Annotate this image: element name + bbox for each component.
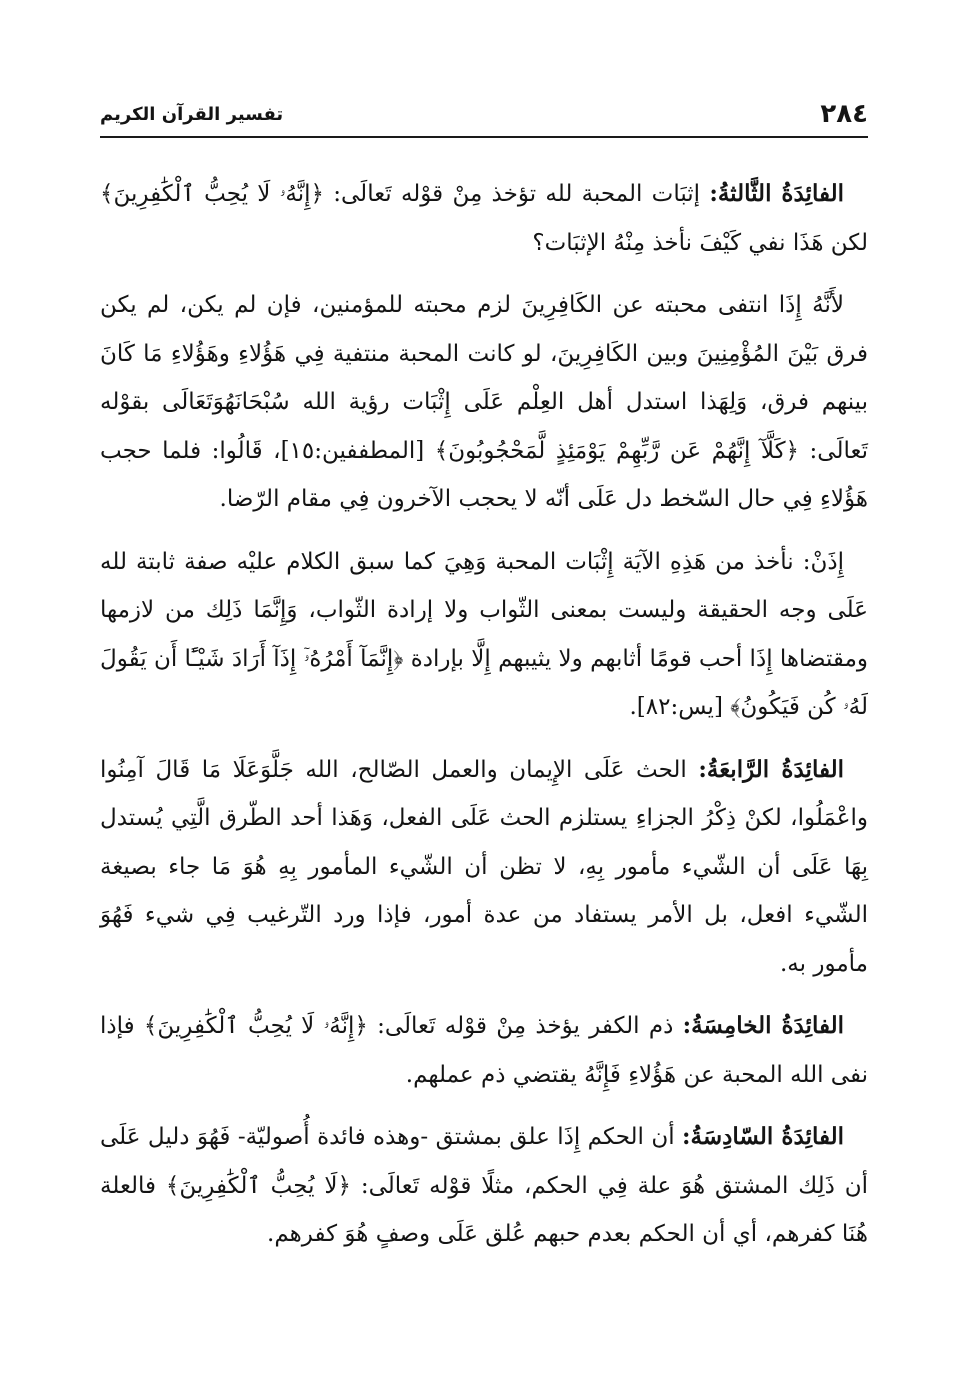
paragraph-heading: الفائِدَةُ السّادِسَةُ: — [682, 1123, 844, 1150]
paragraph-conclusion — [100, 538, 868, 732]
paragraph-text: إِذَنْ: نأخذ من هَذِهِ الآيَة إِثْبَات المحبة وَهِيَ كما سبق الكلام عليْه صفة ثابتة لله عَلَى وجه الحقيقة وليست بمعنى الثّواب ولا إرادة الثّواب، وَإِنَّمَا ذَلِك من لازمها ومقتضاها إِذَا أحب قومًا أثابهم ولا يثيبهم إِلَّا بإرادة ﴿إِنَّمَآ أَمْرُهُۥٓ إِذَآ أَرَادَ شَيْـًٔا أَن يَقُولَ لَهُۥ كُن فَيَكُونُ﴾ [يس:٨٢]. — [100, 548, 868, 720]
paragraph-benefit-five — [100, 1002, 868, 1099]
page-number: ٢٨٤ — [820, 99, 868, 129]
page-header — [100, 96, 868, 136]
paragraph-benefit-six — [100, 1113, 868, 1259]
paragraph-text: الحث عَلَى الإِيمان والعمل الصّالح، الله جَلَّوَعَلَا مَا قَالَ آمِنُوا واعْمَلُوا، لكنْ ذِكْرُ الجزاءِ يستلزم الحث عَلَى الفعل، وَهَذا أحد الطّرق الَّتِي يُستدل بِهَا عَلَى أن الشّيء مأمور بِهِ، لا تظن أن الشّيء المأمور بِهِ هُوَ مَا جاء بصيغة الشّيء افعل، بل الأمر يستفاد من عدة أمور، فإذا ورد التّرغيب فِي شيء فَهُوَ مأمور به. — [100, 756, 868, 977]
page-body — [100, 170, 868, 1273]
paragraph-text: أن الحكم إِذَا علق بمشتق -وهذه فائدة أُصوليّة- فَهُوَ دليل عَلَى أن ذَلِك المشتق هُوَ علة فِي الحكم، مثلًا قوْله تَعالَى: ﴿لَا يُحِبُّ ٱلْكَٰفِرِينَ﴾ فالعلة هُنَا كفرهم، أي أن الحكم بعدم حبهم عُلق عَلَى وصفٍ هُوَ كفرهم. — [100, 1124, 868, 1247]
header-divider — [100, 136, 868, 138]
paragraph-text: لأَنَّهُ إِذَا انتفى محبته عن الكَافِرِينَ لزم محبته للمؤمنين، فإن لم يكن، لم يكن فرق بَيْنَ المُؤْمِنِينَ وبين الكَافِرِينَ، لو كانت المحبة منتفية فِي هَؤُلاءِ وهَؤُلاءِ مَا كَانَ بينهم فرق، وَلِهَذا استدل أهل العِلْم عَلَى إِثْبَات رؤية الله سُبْحَانَهُوَتَعَالَى بقوْله تَعالَى: ﴿كَلَّآ إِنَّهُمْ عَن رَّبِّهِمْ يَوْمَئِذٍ لَّمَحْجُوبُونَ﴾ [المطففين:١٥]، قَالُوا: فلما حجب هَؤُلاءِ فِي حال السّخط دل عَلَى أنّه لا يحجب الآخرون فِي مقام الرّضا. — [100, 292, 868, 512]
paragraph-text: ذم الكفر يؤخذ مِنْ قوْله تَعالَى: ﴿إِنَّهُۥ لَا يُحِبُّ ٱلْكَٰفِرِينَ﴾ فإذا نفى الله المحبة عن هَؤُلاءِ فَإِنَّهُ يقتضي ذم عملهم. — [100, 1013, 868, 1088]
paragraph-heading: الفائِدَةُ الثَّالثةُ: — [709, 180, 844, 207]
paragraph-heading: الفائِدَةُ الرَّابعَةُ: — [698, 755, 845, 783]
paragraph-text: إثبَات المحبة لله تؤخذ مِنْ قوْله تَعالَى: ﴿إِنَّهُۥ لَا يُحِبُّ ٱلْكَٰفِرِينَ﴾ لكن هَذَا نفي كَيْفَ نأخذ مِنْهُ الإثبَات؟ — [100, 181, 868, 256]
paragraph-heading: الفائِدَةُ الخامِسَةُ: — [682, 1012, 845, 1039]
paragraph-benefit-three — [100, 170, 868, 267]
paragraph-explanation — [100, 281, 868, 524]
book-title: تفسير القرآن الكريم — [100, 104, 284, 125]
paragraph-benefit-four — [100, 746, 868, 989]
